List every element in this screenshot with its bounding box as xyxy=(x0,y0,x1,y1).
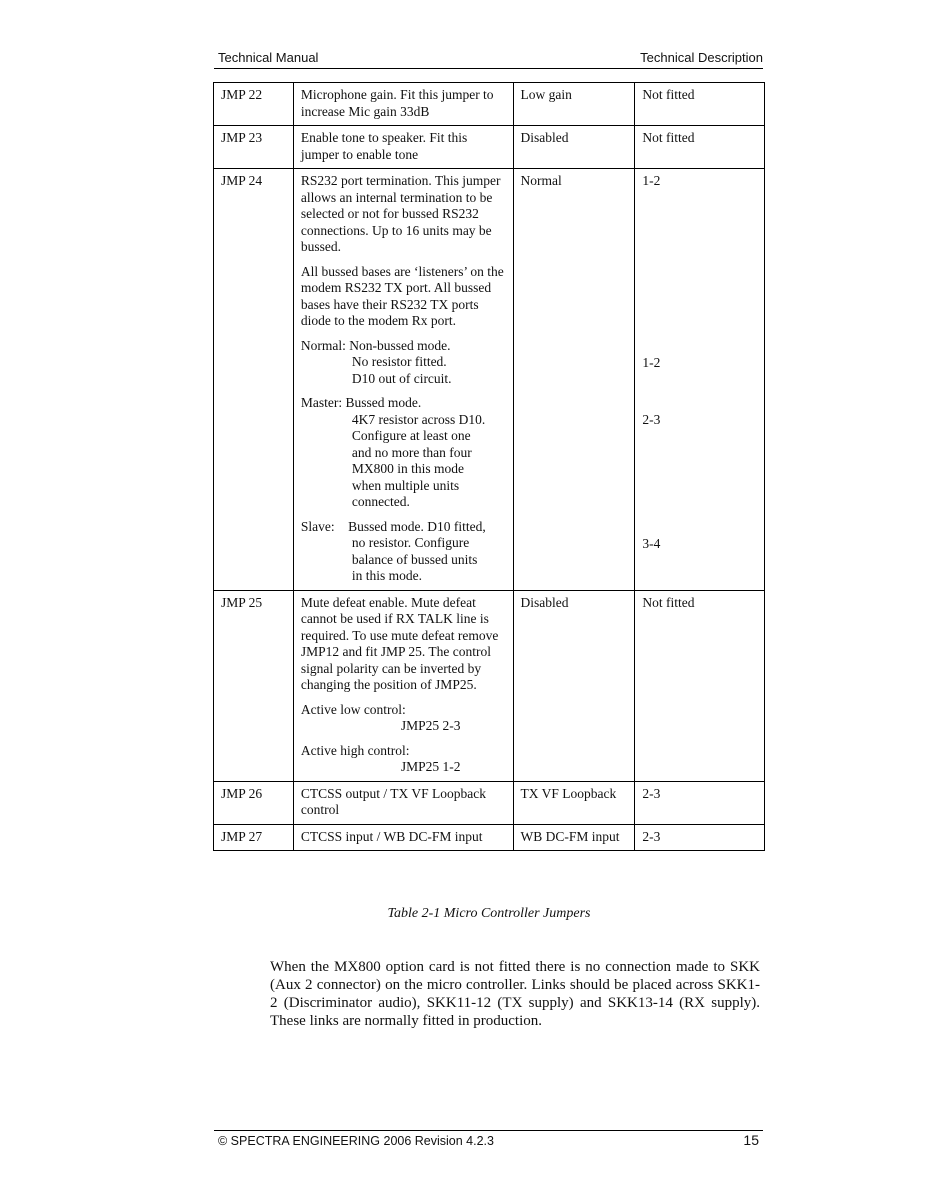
mode-text: Configure at least one xyxy=(351,428,471,443)
mode-text: balance of bussed units xyxy=(351,551,478,567)
jumper-id: JMP 27 xyxy=(214,824,294,851)
header-left: Technical Manual xyxy=(218,50,319,65)
active-low-value: JMP25 2-3 xyxy=(400,718,461,733)
jumper-default: Normal xyxy=(513,169,635,591)
table-caption: Table 2-1 Micro Controller Jumpers xyxy=(387,906,591,921)
jumper-id: JMP 24 xyxy=(214,169,294,591)
jumper-id: JMP 22 xyxy=(214,83,294,126)
footer-copyright: © SPECTRA ENGINEERING 2006 Revision 4.2.3 xyxy=(218,1134,494,1148)
jumper-description: CTCSS input / WB DC-FM input xyxy=(293,824,513,851)
jumper-setting: 2-3 xyxy=(635,781,765,824)
active-high-value: JMP25 1-2 xyxy=(400,759,461,774)
active-high xyxy=(301,743,506,776)
mode-text: MX800 in this mode xyxy=(351,461,464,476)
jumper-setting xyxy=(635,169,765,591)
active-high-label: Active high control: xyxy=(300,742,410,758)
jumper-default: Low gain xyxy=(513,83,635,126)
jumper-setting: Not fitted xyxy=(635,83,765,126)
table-row xyxy=(214,824,765,851)
page-number: 15 xyxy=(743,1132,759,1148)
mode-normal xyxy=(301,338,506,388)
mode-text: connected. xyxy=(351,494,410,509)
mode-text: Bussed mode. xyxy=(345,395,422,410)
description-paragraph: RS232 port termination. This jumper allows an internal termination to be selected or not for bussed RS232 connections. Up to 16 units may be bussed. xyxy=(300,173,501,254)
page-footer xyxy=(218,1134,763,1152)
spacer xyxy=(642,190,757,355)
setting-value: 1-2 xyxy=(642,354,661,370)
mode-slave xyxy=(301,519,506,585)
mode-master xyxy=(301,395,506,511)
active-low xyxy=(301,702,506,735)
jumper-id: JMP 25 xyxy=(214,590,294,781)
table-row xyxy=(214,590,765,781)
jumper-id: JMP 23 xyxy=(214,126,294,169)
mode-text: Bussed mode. D10 fitted, xyxy=(348,518,486,534)
body-paragraph: When the MX800 option card is not fitted there is no connection made to SKK (Aux 2 connector) on the micro controller. Links should be placed across SKK1-2 (Discriminator audio), SKK11-12 (TX supply) and SKK13-14 (RX supply). These links are normally fitted in production. xyxy=(270,959,760,1029)
mode-text: D10 out of circuit. xyxy=(351,370,452,386)
spacer xyxy=(642,429,757,536)
jumper-setting: 2-3 xyxy=(635,824,765,851)
description-paragraph: Mute defeat enable. Mute defeat cannot be used if RX TALK line is required. To use mute defeat remove JMP12 and fit JMP 25. The control signal polarity can be inverted by changing the position of JMP25. xyxy=(300,594,499,692)
mode-text: when multiple units xyxy=(351,477,460,493)
jumper-description xyxy=(293,169,513,591)
jumper-id: JMP 26 xyxy=(214,781,294,824)
mode-text: 4K7 resistor across D10. xyxy=(351,411,486,427)
table-row xyxy=(214,169,765,591)
setting-value: 1-2 xyxy=(642,173,661,188)
jumper-setting: Not fitted xyxy=(635,590,765,781)
footer-rule xyxy=(214,1130,763,1131)
mode-label: Master: xyxy=(300,395,343,410)
jumper-description: Microphone gain. Fit this jumper to increase Mic gain 33dB xyxy=(293,83,513,126)
mode-text: No resistor fitted. xyxy=(351,354,447,369)
jumper-description xyxy=(293,590,513,781)
description-paragraph: All bussed bases are ‘listeners’ on the modem RS232 TX port. All bussed bases have their RS232 TX ports diode to the modem Rx port. xyxy=(300,263,504,328)
jumper-description: CTCSS output / TX VF Loopback control xyxy=(293,781,513,824)
setting-value: 3-4 xyxy=(642,535,661,551)
header-right: Technical Description xyxy=(640,50,763,65)
mode-label: Normal: xyxy=(300,337,346,353)
jumper-default: Disabled xyxy=(513,126,635,169)
table-row xyxy=(214,781,765,824)
jumper-table xyxy=(213,82,765,851)
mode-text: in this mode. xyxy=(351,568,422,583)
table-row xyxy=(214,126,765,169)
jumper-default: Disabled xyxy=(513,590,635,781)
page-header xyxy=(218,50,763,68)
mode-text: and no more than four xyxy=(351,444,472,460)
jumper-default: TX VF Loopback xyxy=(513,781,635,824)
header-rule xyxy=(214,68,763,69)
setting-value: 2-3 xyxy=(642,412,661,427)
jumper-default: WB DC-FM input xyxy=(513,824,635,851)
spacer xyxy=(642,371,757,412)
table-row xyxy=(214,83,765,126)
jumper-description: Enable tone to speaker. Fit this jumper to enable tone xyxy=(293,126,513,169)
mode-label: Slave: xyxy=(300,518,335,534)
active-low-label: Active low control: xyxy=(300,701,406,717)
mode-text: Non-bussed mode. xyxy=(349,337,451,353)
mode-text: no resistor. Configure xyxy=(351,535,470,550)
jumper-setting: Not fitted xyxy=(635,126,765,169)
